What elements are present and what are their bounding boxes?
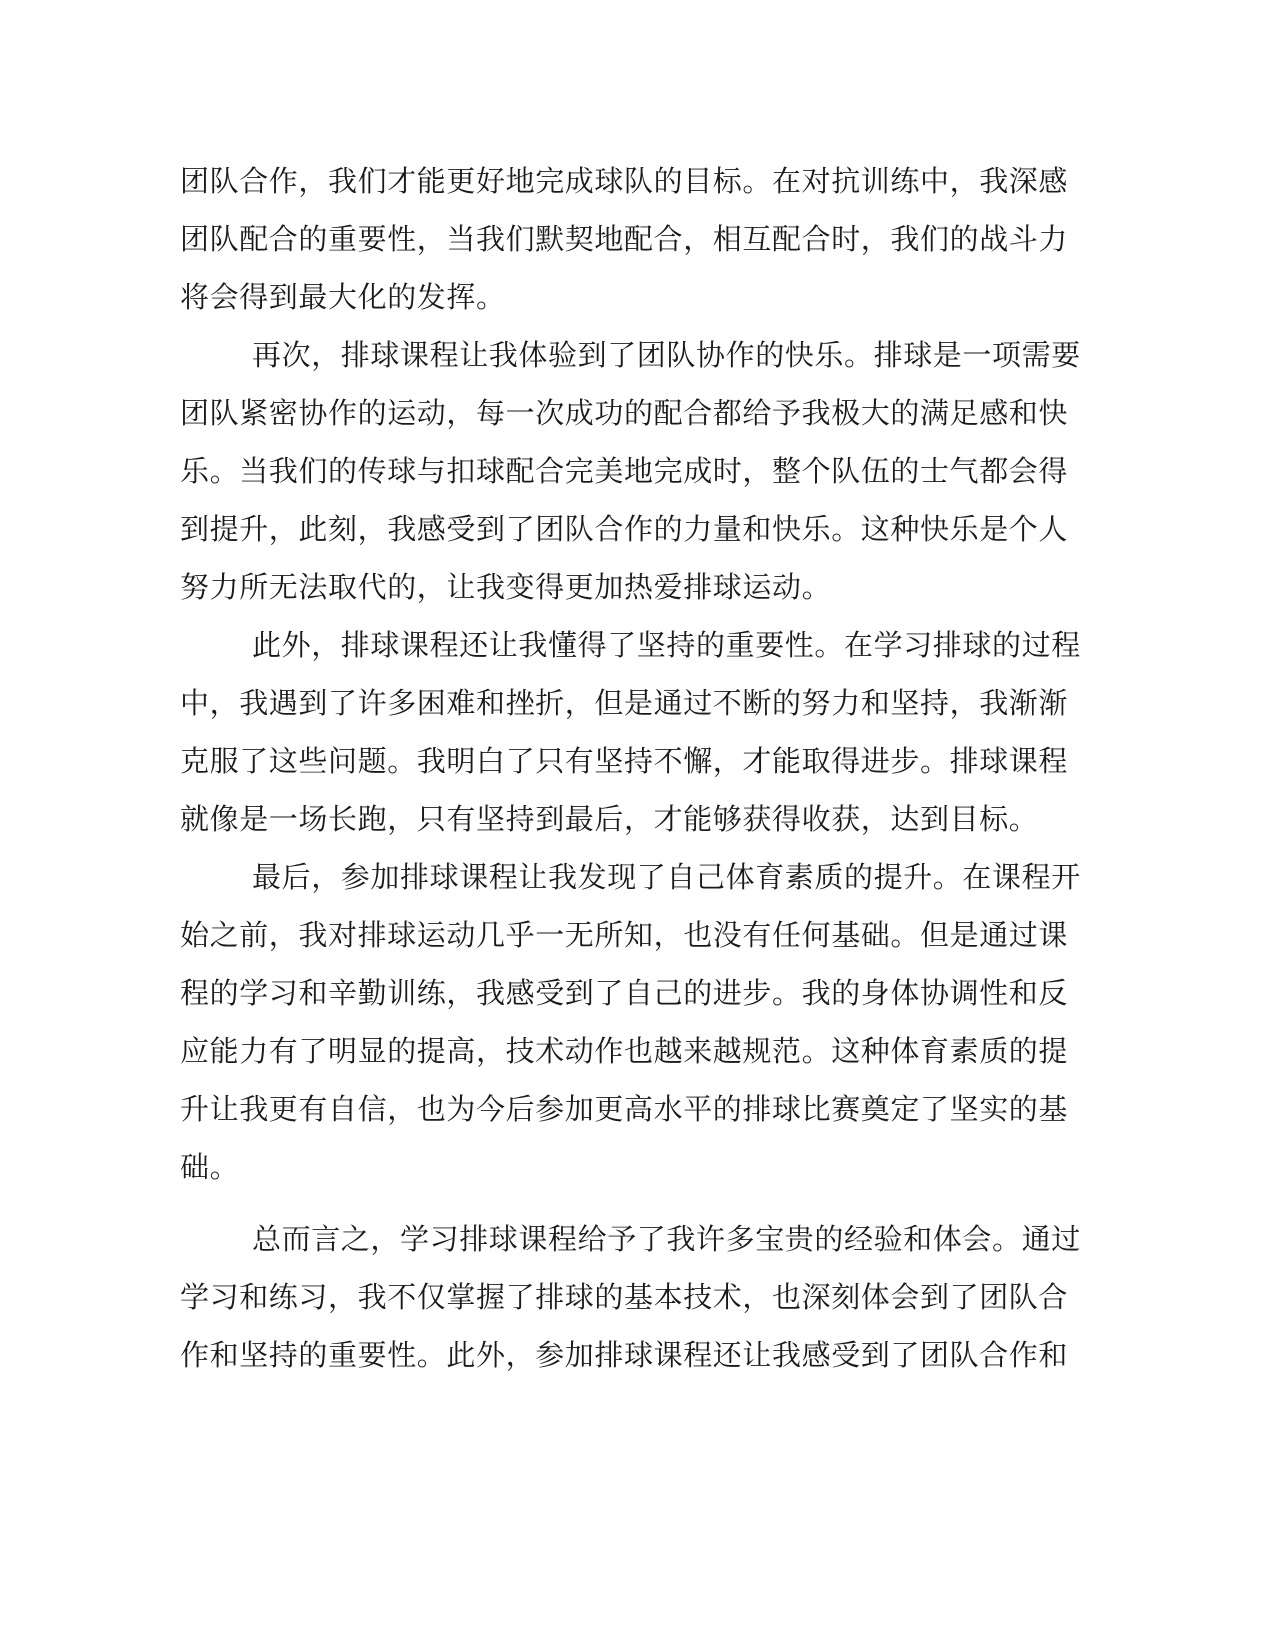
text-line: 升让我更有自信，也为今后参加更高水平的排球比赛奠定了坚实的基 [180, 1092, 1069, 1126]
text-line: 将会得到最大化的发挥。 [180, 280, 506, 314]
text-line: 程的学习和辛勤训练，我感受到了自己的进步。我的身体协调性和反 [180, 976, 1069, 1010]
text-line: 应能力有了明显的提高，技术动作也越来越规范。这种体育素质的提 [180, 1034, 1069, 1068]
paragraph-first-line: 最后，参加排球课程让我发现了自己体育素质的提升。在课程开 [252, 860, 1081, 894]
text-line: 克服了这些问题。我明白了只有坚持不懈，才能取得进步。排球课程 [180, 744, 1069, 778]
document-page [180, 152, 1100, 1592]
text-line: 努力所无法取代的，让我变得更加热爱排球运动。 [180, 570, 832, 604]
paragraph-first-line: 总而言之，学习排球课程给予了我许多宝贵的经验和体会。通过 [252, 1222, 1081, 1256]
text-line: 学习和练习，我不仅掌握了排球的基本技术，也深刻体会到了团队合 [180, 1280, 1069, 1314]
text-line: 团队合作，我们才能更好地完成球队的目标。在对抗训练中，我深感 [180, 164, 1069, 198]
text-line: 始之前，我对排球运动几乎一无所知，也没有任何基础。但是通过课 [180, 918, 1069, 952]
paragraph-first-line: 此外，排球课程还让我懂得了坚持的重要性。在学习排球的过程 [252, 628, 1081, 662]
text-line: 作和坚持的重要性。此外，参加排球课程还让我感受到了团队合作和 [180, 1338, 1069, 1372]
text-line: 础。 [180, 1150, 240, 1184]
paragraph-first-line: 再次，排球课程让我体验到了团队协作的快乐。排球是一项需要 [252, 338, 1081, 372]
text-line: 就像是一场长跑，只有坚持到最后，才能够获得收获，达到目标。 [180, 802, 1039, 836]
text-line: 到提升，此刻，我感受到了团队合作的力量和快乐。这种快乐是个人 [180, 512, 1069, 546]
text-line: 乐。当我们的传球与扣球配合完美地完成时，整个队伍的士气都会得 [180, 454, 1069, 488]
text-line: 中，我遇到了许多困难和挫折，但是通过不断的努力和坚持，我渐渐 [180, 686, 1069, 720]
text-line: 团队配合的重要性，当我们默契地配合，相互配合时，我们的战斗力 [180, 222, 1069, 256]
text-line: 团队紧密协作的运动，每一次成功的配合都给予我极大的满足感和快 [180, 396, 1069, 430]
